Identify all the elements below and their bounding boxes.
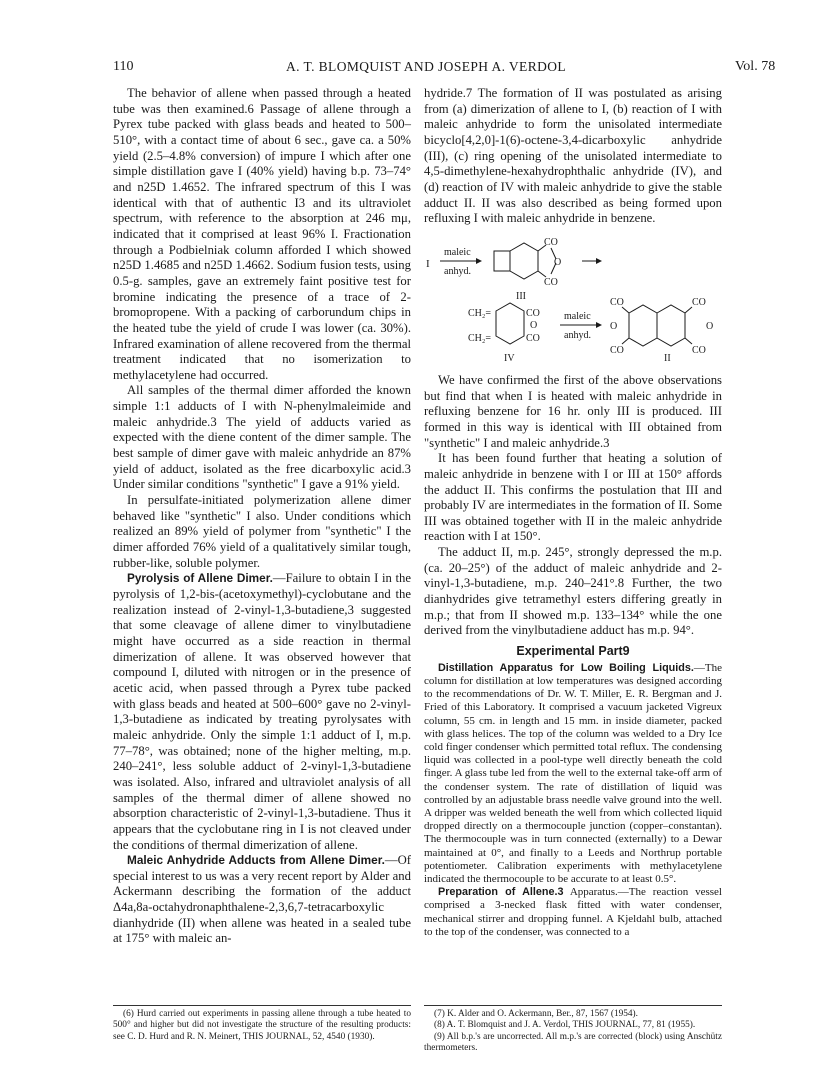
paragraph-text: —The column for distillation at low temperatures was designed according to the recommendations of Dr. W. T. Miller, E. R. Bergman and J. Fried of this Laboratory. It comprised a vacuum jacketed Vigreux column, 55 cm. in length and 15 mm. in inside diameter, packed with glass helices. The top of the column was welded to a Dry Ice cold finger condenser which permitted total reflux. The condensing liquid was collected in a pool-type well directly beneath the cold finger. A glass tube led from the well to the external take-off arm of the condenser system. The rate of distillation of liquid was controlled by an adjustable brass needle valve ground into the well. A dripper was welded beneath the well from which collected liquid dropped directly on a thermocouple junction (copper–constantan). The thermocouple was in turn connected (externally) to a Dewar maintained at 0°, and finally to a Leeds and Northrup portable potentiometer. Calibration experiments with methylacetylene indicated the thermocouple to be accurate to at least 0.5°. <box>424 661 722 885</box>
reaction-scheme-drawing <box>424 231 722 369</box>
reagent-label: anhyd. <box>564 329 591 341</box>
footnote: (6) Hurd carried out experiments in passing allene through a tube heated to 500° and higher but did not investigate the structure of the resulting products: see C. D. Hurd and R. N. Meinert, THIS JOURNAL, 52, 4540 (1930). <box>113 1009 411 1042</box>
compound-label-III: III <box>516 290 526 302</box>
volume-label: Vol. 78 <box>735 59 776 74</box>
paragraph: It has been found further that heating a solution of maleic anhydride in benzene with I or III at 150° affords the adduct II. This confirms the postulation that III and probably IV are intermediates in the formation of II. Some III was obtained together with II in the maleic anhydride reaction with I at 150°. <box>424 451 722 544</box>
ring-oxygen-label: O <box>530 319 538 331</box>
paragraph: The adduct II, m.p. 245°, strongly depressed the m.p. (ca. 20–25°) of the adduct of maleic anhydride and 2-vinyl-1,3-butadiene, m.p. 240–241°.8 Further, the two dianhydrides give tetramethyl esters differing greatly in m.p.; that from II showed m.p. 133–134° while the one derived from the vinylbutadiene adduct has m.p. 94°. <box>424 545 722 638</box>
paragraph <box>113 853 411 947</box>
ring-oxygen-label: O <box>554 256 562 268</box>
structure-IV <box>496 303 524 344</box>
ring-oxygen-label: O <box>610 320 618 332</box>
paragraph-text: —Failure to obtain I in the pyrolysis of 1,2-bis-(acetoxymethyl)-cyclobutane and the realization instead of 2-vinyl-1,3-butadiene,3 suggested that some cleavage of allene dimer to vinylbutadiene might have occurred as a side reaction in thermal dimerization of allene. It was observed however that compound I, diluted with nitrogen or in the presence of acetic acid, when passed through a Pyrex tube packed with glass beads and heated at 500–600° gave no 2-vinyl-1,3-butadiene as indicated by treating pyrolysates with maleic anhydride. Only the simple 1:1 adduct of I, m.p. 77–78°, was obtained; none of the higher melting, m.p. 240–241°, less soluble adduct of 2-vinyl-1,3-butadiene was isolated. Also, infrared and ultraviolet analysis of all samples of the thermal dimer of allene showed no absorption characteristic of 2-vinyl-1,3-butadiene. Thus it appears that the cyclobutane ring in I is not cleaved under the conditions of thermal dimerization of allene. <box>113 571 411 852</box>
compound-label-II: II <box>664 352 671 364</box>
reaction-scheme <box>424 231 722 369</box>
paragraph <box>424 662 722 886</box>
paragraph <box>113 571 411 853</box>
running-header-authors: A. T. BLOMQUIST AND JOSEPH A. VERDOL <box>286 59 567 74</box>
ring-oxygen-label: O <box>706 320 714 332</box>
run-in-heading: Preparation of Allene.3 <box>438 886 564 899</box>
footnote: (9) All b.p.'s are uncorrected. All m.p.'s are corrected (block) using Anschütz thermometers. <box>424 1031 722 1053</box>
arrowhead <box>476 258 482 264</box>
left-footnotes <box>113 1009 411 1043</box>
carbonyl-label: CO <box>610 296 624 308</box>
paragraph-text: Apparatus.—The reaction vessel comprised a 3-necked flask fitted with water condenser, mechanical stirrer and dropping funnel. A Kjeldahl bulb, attached to the top of the condenser, was connected to a <box>424 886 722 938</box>
carbonyl-label: CO <box>692 296 706 308</box>
arrowhead <box>596 258 602 264</box>
carbonyl-label: CO <box>526 307 540 319</box>
paragraph: We have confirmed the first of the above observations but find that when I is heated with maleic anhydride in refluxing benzene for 16 hr. only III is produced. III formed in this way is identical with III obtained from "synthetic" I and maleic anhydride.3 <box>424 372 722 450</box>
paragraph-text: —Of special interest to us was a very recent report by Alder and Ackermann describing the formation of the adduct Δ4a,8a-octahydronaphthalene-2,3,6,7-tetracarboxylic dianhydride (II) when allene was heated in a sealed tube at 175° with maleic an- <box>113 853 411 946</box>
structure-III <box>494 243 556 279</box>
carbonyl-label: CO <box>692 344 706 356</box>
carbonyl-label: CO <box>610 344 624 356</box>
paragraph: hydride.7 The formation of II was postulated as arising from (a) dimerization of allene to I, (b) reaction of I with maleic anhydride to form the unisolated intermediate bicyclo[4,2,0]-1(6)-octene-3,4-dicarboxylic anhydride (III), (c) ring opening of the unisolated intermediate to 4,5-dimethylene-hexahydrophthalic anhydride (IV), and (d) reaction of IV with maleic anhydride to give the stable adduct II. II was also described as being formed upon refluxing I with maleic anhydride in benzene. <box>424 86 722 226</box>
reagent-label: anhyd. <box>444 265 471 277</box>
paragraph: All samples of the thermal dimer afforded the known simple 1:1 adducts of I with N-phenylmaleimide and maleic anhydride.3 The yield of adducts varied as expected with the diene content of the dimer sample. The best sample of dimer gave with maleic anhydride an 87% yield of adduct, isolated as the free dicarboxylic acid.3 Under similar conditions "synthetic" I gave a 91% yield. <box>113 383 411 492</box>
footnote: (7) K. Alder and O. Ackermann, Ber., 87, 1567 (1954). <box>434 1009 638 1019</box>
page-number: 110 <box>113 59 134 74</box>
arrowhead <box>596 322 602 328</box>
paragraph <box>424 886 722 939</box>
methylene-label: CH₂= <box>468 307 492 319</box>
right-footnotes <box>424 1009 722 1054</box>
reagent-label: maleic <box>564 310 591 322</box>
structure-II <box>622 305 692 346</box>
footnote: (8) A. T. Blomquist and J. A. Verdol, THIS JOURNAL, 77, 81 (1955). <box>434 1020 696 1031</box>
carbonyl-label: CO <box>544 276 558 288</box>
run-in-heading: Pyrolysis of Allene Dimer. <box>127 571 273 586</box>
footnote-rule <box>424 1005 722 1006</box>
reactant-label: I <box>426 257 430 270</box>
compound-label-IV: IV <box>504 352 515 364</box>
paragraph: The behavior of allene when passed through a heated tube was then examined.6 Passage of allene through a Pyrex tube packed with glass beads and heated to 500–510°, with a contact time of about 6 sec., gave ca. a 50% yield (2.5–4.8% conversion) of impure I which after one simple distillation gave I (40% yield) having b.p. 73–74° and n25D 1.4652. The infrared spectrum of this I was identical with that of authentic I3 and its ultraviolet spectrum, with reference to the absorption at 246 mμ, indicated that it comprised at least 96% I. Fractionation through a Podbielniak column afforded I which showed n25D 1.4685 and n25D 1.4662. Sodium fusion tests, using 0.5-g. samples, gave an extremely faint positive test for bromine indicating the presence of a trace of 2-bromopropene. With a packing of carborundum chips in the heated tube the yield of crude I was lower (ca. 30%). Infrared examination of allene recovered from the thermal treatment indicated that no isomerization to methylacetylene had occurred. <box>113 86 411 382</box>
left-column <box>113 86 411 947</box>
carbonyl-label: CO <box>526 332 540 344</box>
methylene-label: CH₂= <box>468 332 492 344</box>
run-in-heading: Maleic Anhydride Adducts from Allene Dimer. <box>127 853 385 868</box>
carbonyl-label: CO <box>544 236 558 248</box>
reagent-label: maleic <box>444 246 471 258</box>
right-column <box>424 86 722 939</box>
section-title: Experimental Part9 <box>516 644 630 659</box>
paragraph: In persulfate-initiated polymerization allene dimer behaved like "synthetic" I also. Under conditions which realized an 89% yield of polymer from "synthetic" I the dimer afforded 76% yield of a qualitatively similar tough, rubber-like, soluble polymer. <box>113 493 411 570</box>
run-in-heading: Distillation Apparatus for Low Boiling Liquids. <box>438 661 694 674</box>
footnote-rule <box>113 1005 411 1006</box>
